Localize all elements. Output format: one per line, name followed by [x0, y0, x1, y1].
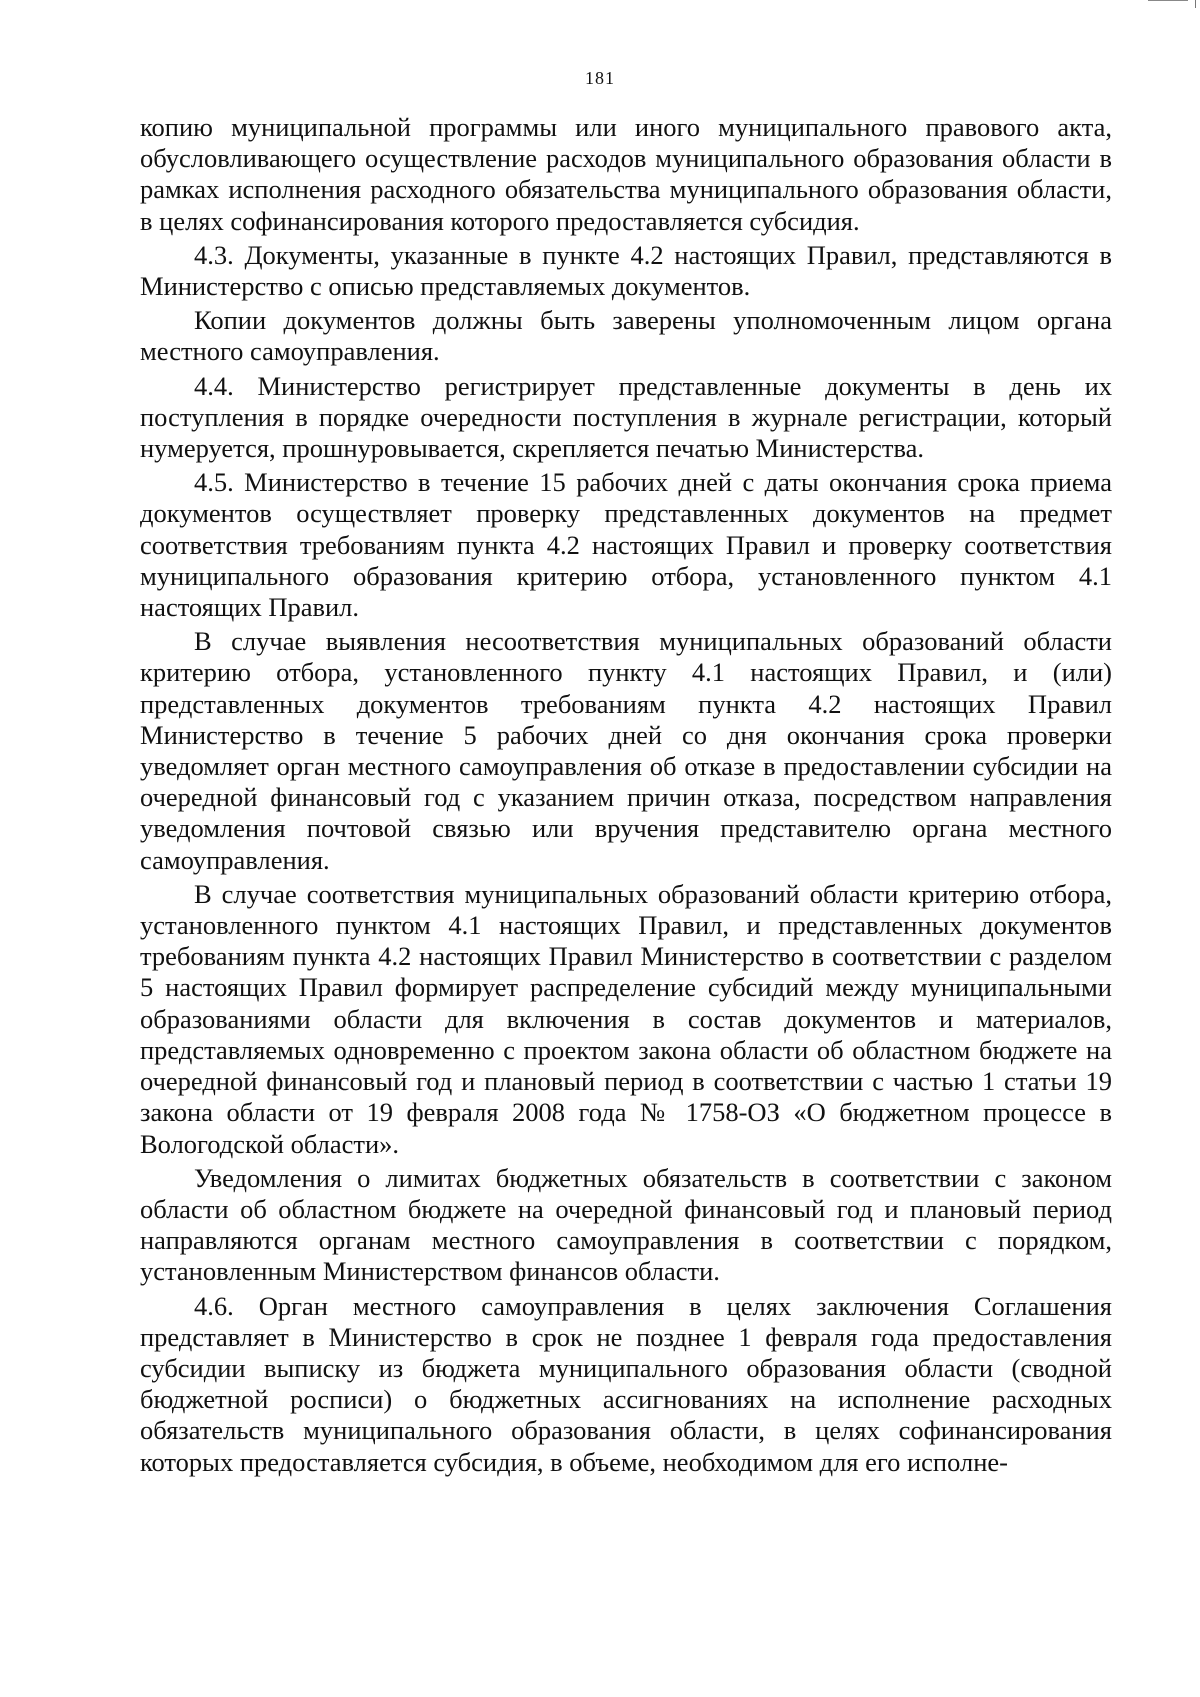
paragraph-4-5: 4.5. Министерство в течение 15 рабочих дней с даты окончания срока приема документов осуществляет проверку представленных документов на предмет соответствия требованиям пункта 4.2 настоящих Правил и проверку соответствия муниципального образования критерию отбора, установленного пунктом 4.1 настоящих Правил. [140, 467, 1112, 623]
paragraph-4-4: 4.4. Министерство регистрирует представленные документы в день их поступления в порядке очередности поступления в журнале регистрации, который нумеруется, прошнуровывается, скрепляется печатью Министерства. [140, 370, 1112, 464]
scan-edge-mark [1148, 0, 1188, 5]
scan-edge-tick [1195, 0, 1196, 8]
paragraph-continuation: копию муниципальной программы или иного муниципального правового акта, обусловливающего осуществление расходов муниципального образования области в рамках исполнения расходного обязательства муниципального образования области, в целях софинансирования которого предоставляется субсидия. [140, 112, 1112, 236]
paragraph-4-6: 4.6. Орган местного самоуправления в целях заключения Соглашения представляет в Министерство в срок не позднее 1 февраля года предоставления субсидии выписку из бюджета муниципального образования области (сводной бюджетной росписи) о бюджетных ассигнованиях на исполнение расходных обязательств муниципального образования области, в целях софинансирования которых предоставляется субсидия, в объеме, необходимом для его исполне- [140, 1290, 1112, 1477]
paragraph-notifications: Уведомления о лимитах бюджетных обязательств в соответствии с законом области об областном бюджете на очередной финансовый год и плановый период направляются органам местного самоуправления в соответствии с порядком, установленным Министерством финансов области. [140, 1162, 1112, 1287]
paragraph-4-3: 4.3. Документы, указанные в пункте 4.2 настоящих Правил, представляются в Министерство с описью представляемых документов. [140, 239, 1112, 302]
page-number: 181 [585, 68, 615, 88]
paragraph-copies: Копии документов должны быть заверены уполномоченным лицом органа местного самоуправления. [140, 305, 1112, 367]
document-body [140, 112, 1112, 1478]
paragraph-refusal: В случае выявления несоответствия муниципальных образований области критерию отбора, установленного пункту 4.1 настоящих Правил, и (или) представленных документов требованиям пункта 4.2 настоящих Правил Министерство в течение 5 рабочих дней со дня окончания срока проверки уведомляет орган местного самоуправления об отказе в предоставлении субсидии на очередной финансовый год с указанием причин отказа, посредством направления уведомления почтовой связью или вручения представителю органа местного самоуправления. [140, 626, 1112, 875]
paragraph-compliance: В случае соответствия муниципальных образований области критерию отбора, установленного пунктом 4.1 настоящих Правил, и представленных документов требованиям пункта 4.2 настоящих Правил Министерство в соответствии с разделом 5 настоящих Правил формирует распределение субсидий между муниципальными образованиями области для включения в состав документов и материалов, представляемых одновременно с проектом закона области об областном бюджете на очередной финансовый год и плановый период в соответствии с частью 1 статьи 19 закона области от 19 февраля 2008 года № 1758-ОЗ «О бюджетном процессе в Вологодской области». [140, 878, 1112, 1159]
